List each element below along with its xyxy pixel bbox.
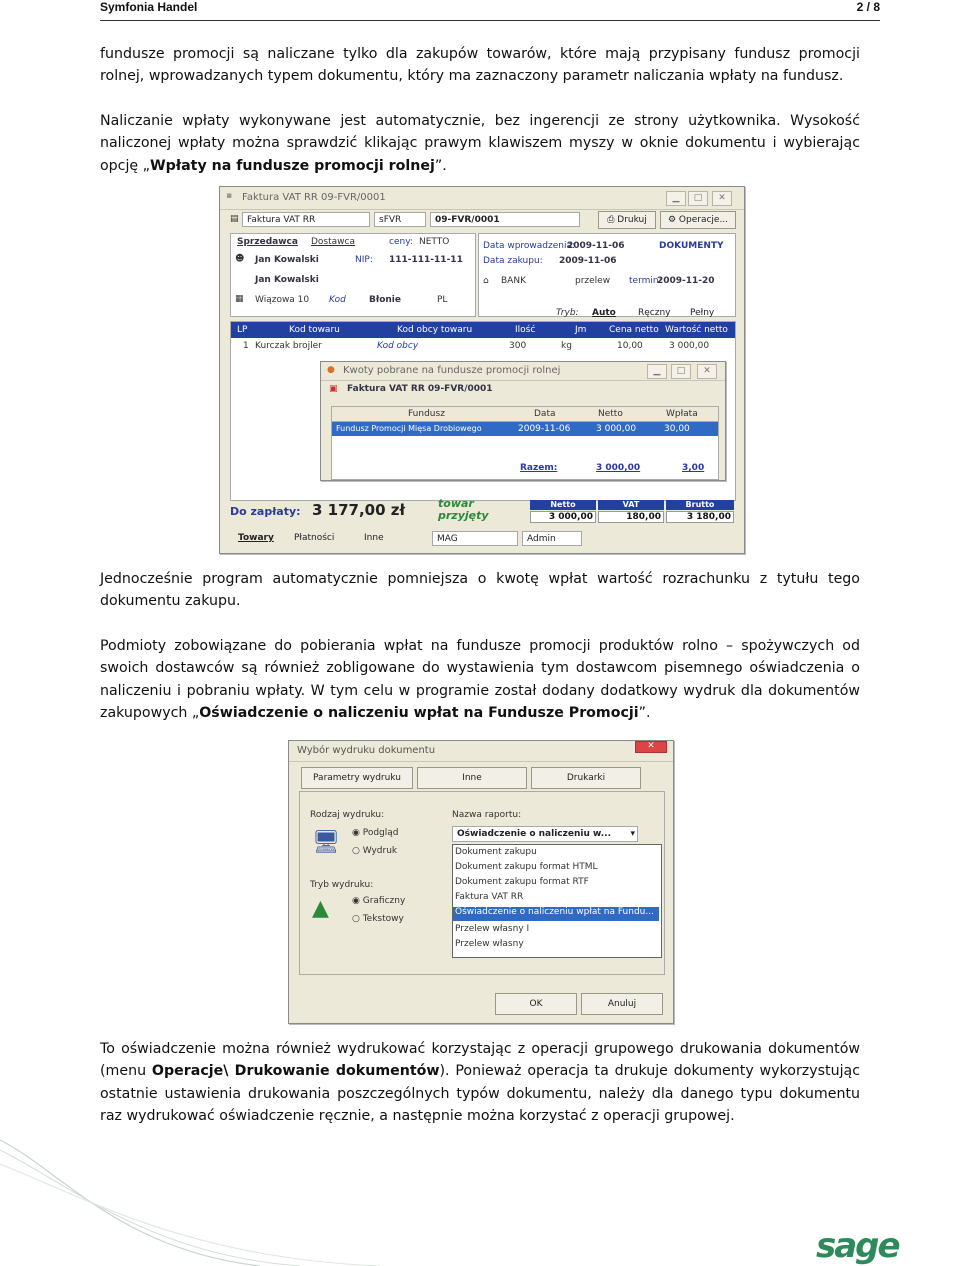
address-icon: ▦ [235, 294, 244, 304]
paragraph-4-text: Podmioty zobowiązane do pobierania wpłat na fundusze promocji produktów rolno – spożywczych od swoich dostawców są również zobligowane do wystawienia tym dostawcom pisemnego oświadczenia o naliczeniu i pobraniu wpłaty. W tym celu w programie został dodany dodatkowy wydruk dla dokumentów zakupowych „ [100, 638, 860, 722]
col-code: Kod towaru [289, 325, 340, 335]
print-params-panel [299, 791, 665, 975]
row-value: 3 000,00 [669, 341, 710, 351]
tab-print-other[interactable]: Inne [417, 767, 527, 789]
fund-col-net: Netto [598, 409, 623, 419]
report-option[interactable]: Faktura VAT RR [455, 892, 524, 902]
paragraph-3: Jednocześnie program automatycznie pomniejsza o kwotę wpłat wartość rozrachunku z tytułu tego dokumentu zakupu. [100, 571, 860, 610]
fund-row-date: 2009-11-06 [518, 424, 571, 434]
payment-method: przelew [575, 276, 611, 286]
radio-graphic[interactable]: ◉ Graficzny [352, 896, 406, 906]
radio-preview[interactable]: ◉ Podgląd [352, 828, 399, 838]
fund-row-payment: 30,00 [664, 424, 690, 434]
row-price: 10,00 [617, 341, 643, 351]
tab-seller[interactable]: Sprzedawca [237, 237, 298, 247]
fund-dialog-doc: Faktura VAT RR 09-FVR/0001 [347, 384, 493, 394]
nip-label: NIP: [355, 255, 373, 265]
ok-button[interactable]: OK [495, 993, 577, 1015]
paragraph-5-bold: Operacje\ Drukowanie dokumentów [151, 1063, 440, 1080]
netto-value: 3 000,00 [530, 511, 596, 523]
nip-value: 111-111-11-11 [389, 255, 463, 265]
gear-icon: ⚙ [667, 215, 679, 225]
row-qty: 300 [509, 341, 527, 351]
report-option-selected[interactable]: Oświadczenie o naliczeniu wpłat na Fundu... [453, 907, 659, 921]
row-code: Kurczak brojler [255, 341, 322, 351]
invoice-window [219, 186, 745, 554]
invoice-title: Faktura VAT RR 09-FVR/0001 [242, 192, 386, 203]
fund-row-name: Fundusz Promocji Mięsa Drobiowego [336, 424, 482, 433]
due-label: termin: [629, 276, 662, 286]
minimize-icon[interactable]: ▁ [666, 191, 686, 206]
maximize-icon[interactable]: □ [688, 191, 708, 206]
entry-date-label: Data wprowadzenia: [483, 241, 576, 251]
prices-label: ceny: [389, 237, 413, 247]
vat-label: VAT [598, 500, 664, 510]
report-option[interactable]: Przelew własny I [455, 924, 530, 934]
radio-preview-label: Podgląd [362, 828, 399, 838]
paragraph-4-end: ”. [638, 705, 651, 722]
mode-tab-auto[interactable]: Auto [592, 308, 616, 318]
header-title: Symfonia Handel [100, 0, 198, 14]
mode-label: Tryb: [556, 308, 579, 318]
fund-col-payment: Wpłata [666, 409, 698, 419]
paragraph-1: fundusze promocji są naliczane tylko dla zakupów towarów, które mają przypisany fundusz promocji rolnej, wprowadzanych typem dokumentu, który ma zaznaczony parametr naliczania wpłaty na fundusz. [100, 46, 860, 85]
row-foreign-code: Kod obcy [377, 341, 419, 351]
report-list [452, 844, 662, 958]
print-mode-label: Tryb wydruku: [310, 880, 374, 890]
coins-icon: ● [327, 365, 335, 375]
sage-logo: sage [816, 1226, 899, 1266]
tab-goods[interactable]: Towary [238, 533, 274, 543]
table-row[interactable] [231, 340, 735, 354]
page-number: 2 / 8 [856, 0, 880, 14]
postal-code-label: Kod [329, 295, 346, 305]
print-dialog [288, 740, 674, 1024]
print-button[interactable] [598, 211, 656, 229]
report-select[interactable] [452, 826, 638, 842]
entry-date: 2009-11-06 [567, 241, 625, 251]
paragraph-4 [100, 635, 860, 725]
tab-delivery[interactable]: Dostawca [311, 237, 355, 247]
print-kind-label: Rodzaj wydruku: [310, 810, 385, 820]
mode-tab-full[interactable]: Pełny [690, 308, 715, 318]
computer-icon: 🖥 [312, 830, 340, 855]
fund-close-icon[interactable]: ✕ [697, 364, 717, 379]
col-qty: Ilość [515, 325, 536, 335]
row-unit: kg [561, 341, 572, 351]
seller-name-2: Jan Kowalski [255, 275, 319, 285]
purchase-date: 2009-11-06 [559, 256, 617, 266]
print-close-icon[interactable]: ✕ [635, 741, 667, 753]
fund-col-fund: Fundusz [408, 409, 445, 419]
decorative-swoosh [0, 1130, 420, 1266]
paragraph-2 [100, 110, 860, 177]
operations-button[interactable] [660, 211, 736, 229]
purchase-date-label: Data zakupu: [483, 256, 543, 266]
documents-link[interactable]: DOKUMENTY [659, 241, 724, 251]
fund-col-date: Data [534, 409, 556, 419]
fund-total-label: Razem: [520, 463, 558, 473]
person-icon: ☻ [235, 254, 245, 264]
report-name-label: Nazwa raportu: [452, 810, 522, 820]
col-value: Wartość netto [665, 325, 728, 335]
paragraph-5 [100, 1038, 860, 1128]
due-date: 2009-11-20 [657, 276, 715, 286]
col-price: Cena netto [609, 325, 659, 335]
doc-icon: ▤ [230, 214, 239, 224]
fund-maximize-icon[interactable]: □ [671, 364, 691, 379]
row-lp: 1 [243, 341, 249, 351]
prices-value: NETTO [419, 237, 450, 247]
to-pay-label: Do zapłaty: [230, 505, 301, 518]
grid-header [231, 322, 735, 338]
warehouse-select[interactable]: MAG [432, 531, 518, 546]
city: Błonie [369, 295, 401, 305]
document-icon: ▣ [329, 384, 338, 394]
fund-row[interactable] [332, 422, 718, 436]
paragraph-5-end: ). Ponieważ operacja ta drukuje dokumenty wykorzystując ostatnie ustawienia drukowania poszczególnych typów dokumentu, należy dla danego typu dokumentu raz wydrukować oświadczenie ręcznie, a następnie można korzystać z operacji grupowej. [100, 1063, 860, 1125]
report-option[interactable]: Przelew własny [455, 939, 524, 949]
radio-text-label: Tekstowy [362, 914, 404, 924]
radio-text[interactable]: ○ Tekstowy [352, 914, 404, 924]
brutto-value: 3 180,00 [666, 511, 734, 523]
number-field[interactable]: 09-FVR/0001 [430, 212, 580, 227]
admin-field[interactable]: Admin [522, 531, 582, 546]
vat-value: 180,00 [598, 511, 664, 523]
col-lp: LP [237, 325, 248, 335]
report-selected: Oświadczenie o naliczeniu w... [457, 829, 612, 839]
cancel-button[interactable]: Anuluj [581, 993, 663, 1015]
brutto-label: Brutto [666, 500, 734, 510]
fund-table [331, 406, 719, 480]
report-option[interactable]: Dokument zakupu [455, 847, 537, 857]
fund-row-net: 3 000,00 [596, 424, 637, 434]
graphic-mode-icon: ▲ [312, 896, 329, 921]
bank: BANK [501, 276, 526, 286]
radio-print[interactable]: ○ Wydruk [352, 846, 398, 856]
paragraph-2-end: ”. [434, 157, 447, 174]
radio-graphic-label: Graficzny [362, 896, 406, 906]
invoice-titlebar [220, 187, 744, 210]
print-icon: ⎙ [607, 215, 618, 225]
fund-total-net: 3 000,00 [596, 463, 641, 473]
received-stamp: towar przyjęty [438, 497, 489, 522]
to-pay-value: 3 177,00 zł [312, 501, 406, 519]
report-option[interactable]: Dokument zakupu format RTF [455, 877, 589, 887]
paragraph-4-bold: Oświadczenie o naliczeniu wpłat na Fundusze Promocji [199, 705, 639, 722]
operations-label: Operacje... [678, 215, 729, 225]
close-icon[interactable]: ✕ [712, 191, 732, 206]
fund-table-header [332, 407, 718, 422]
tab-printers[interactable]: Drukarki [531, 767, 641, 789]
paragraph-5-text: To oświadczenie można również wydrukować korzystając z operacji grupowego drukowania dokumentów (menu [100, 1041, 860, 1080]
fund-dialog-titlebar [321, 362, 725, 381]
fund-dialog [320, 361, 726, 481]
col-unit: Jm [575, 325, 587, 335]
paragraph-2-text: Naliczanie wpłaty wykonywane jest automatycznie, bez ingerencji ze strony użytkownika. Wysokość naliczonej wpłaty można sprawdzić klikając prawym klawiszem myszy w oknie dokumentu i wybierając opcję „ [100, 113, 860, 174]
tab-other[interactable]: Inne [364, 533, 384, 543]
totals-box [530, 500, 734, 524]
seller-name-1: Jan Kowalski [255, 255, 319, 265]
fund-minimize-icon[interactable]: ▁ [647, 364, 667, 379]
seller-panel [230, 233, 476, 317]
mode-tab-manual[interactable]: Ręczny [638, 308, 671, 318]
chevron-down-icon[interactable]: ▾ [630, 829, 635, 839]
print-dialog-titlebar [289, 741, 673, 762]
dates-panel [478, 233, 736, 317]
tab-print-params[interactable]: Parametry wydruku [301, 767, 413, 789]
print-dialog-title: Wybór wydruku dokumentu [297, 745, 436, 756]
series-field[interactable]: sFVR [374, 212, 426, 227]
fund-total-payment: 3,00 [682, 463, 705, 473]
window-icon: ▪ [226, 191, 233, 201]
report-option[interactable]: Dokument zakupu format HTML [455, 862, 598, 872]
address: Wiązowa 10 [255, 295, 310, 305]
netto-label: Netto [530, 500, 596, 510]
page-header [100, 0, 880, 21]
fund-dialog-title: Kwoty pobrane na fundusze promocji rolnej [343, 365, 561, 376]
country: PL [437, 295, 448, 305]
radio-print-label: Wydruk [362, 846, 398, 856]
tab-payments[interactable]: Płatności [294, 533, 335, 543]
col-foreign-code: Kod obcy towaru [397, 325, 473, 335]
print-label: Drukuj [617, 215, 647, 225]
paragraph-2-bold: Wpłaty na fundusze promocji rolnej [150, 157, 435, 174]
bank-icon: ⌂ [483, 276, 489, 286]
doc-type-field[interactable]: Faktura VAT RR [242, 212, 370, 227]
